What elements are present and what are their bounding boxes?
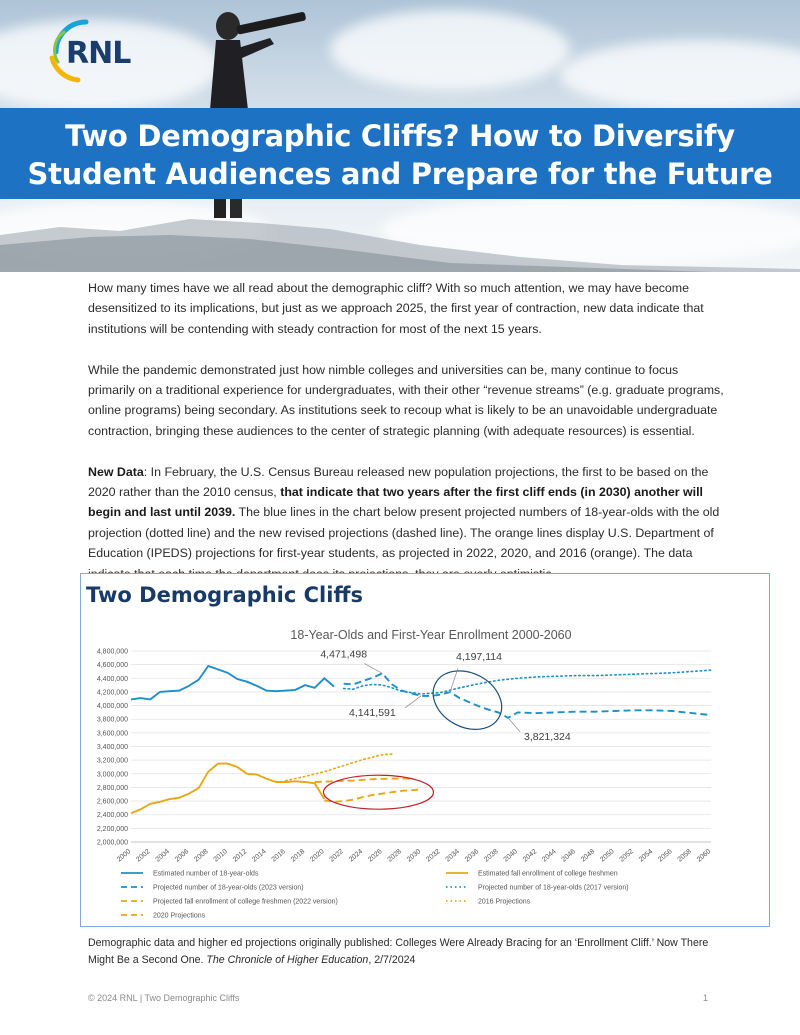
y-tick-label: 3,600,000 (96, 730, 128, 738)
line-chart (81, 574, 771, 928)
x-tick-label: 2012 (231, 848, 249, 864)
x-tick-label: 2036 (463, 848, 481, 864)
highlight-circle-blue (423, 659, 512, 740)
x-tick-label: 2004 (154, 848, 171, 864)
legend-label: Projected fall enrollment of college freshmen (2022 version) (153, 898, 338, 906)
x-tick-label: 2008 (193, 848, 210, 864)
source-caption (88, 935, 728, 969)
y-tick-label: 4,800,000 (96, 648, 128, 656)
annotation-label: 4,197,114 (456, 651, 502, 664)
new-data-label: New Data (88, 464, 144, 479)
hero-image (0, 0, 800, 272)
x-tick-label: 2046 (560, 848, 577, 864)
legend-label: Projected number of 18-year-olds (2023 version) (153, 884, 304, 892)
panel-heading: Two Demographic Cliffs (86, 583, 363, 607)
x-tick-label: 2048 (579, 848, 597, 864)
title-line-1: Two Demographic Cliffs? How to Diversify (65, 119, 735, 153)
x-tick-label: 2018 (289, 848, 307, 864)
paragraph-3-bold: that indicate that two years after the first cliff ends (in 2030) another will begin and last until 2039. (88, 485, 703, 520)
x-tick-label: 2028 (386, 848, 403, 864)
y-tick-label: 3,800,000 (96, 716, 128, 724)
legend-label: 2020 Projections (153, 912, 206, 920)
x-tick-label: 2006 (173, 848, 191, 864)
y-tick-label: 4,600,000 (96, 662, 128, 670)
annotation-leader (405, 696, 421, 708)
paragraph-3 (88, 462, 728, 584)
x-tick-label: 2020 (309, 848, 326, 864)
x-tick-label: 2010 (212, 848, 229, 864)
series-line (286, 754, 392, 781)
series-line (131, 666, 334, 699)
page-title (0, 117, 800, 193)
x-tick-label: 2022 (328, 848, 345, 864)
annotation-label: 3,821,324 (524, 730, 571, 743)
x-tick-label: 2052 (618, 848, 635, 864)
caption-text-b: , 2/7/2024 (368, 954, 416, 966)
annotation-label: 4,471,498 (320, 648, 368, 661)
rock-ledge (0, 205, 800, 272)
x-tick-label: 2030 (405, 848, 423, 864)
x-tick-label: 2060 (695, 848, 713, 864)
series-line (344, 673, 711, 717)
x-tick-label: 2040 (502, 848, 519, 864)
y-tick-label: 2,600,000 (96, 798, 128, 806)
y-tick-label: 2,200,000 (96, 825, 128, 833)
x-tick-label: 2044 (541, 848, 558, 864)
y-tick-label: 2,000,000 (96, 839, 128, 847)
x-tick-label: 2054 (637, 848, 655, 864)
y-tick-label: 3,000,000 (96, 771, 128, 779)
paragraph-3-text-b: The blue lines in the chart below present projected numbers of 18-year-olds with the old projection (dotted line) and the new revised projections (dashed line). The orange lines display U.S. Department of Education (IPEDS) projections for first-year students, as projected in 2022, 2020, and 2016 (orange). The data (88, 505, 720, 561)
legend-label: Estimated fall enrollment of college freshmen (478, 870, 618, 878)
chart-panel (80, 573, 770, 927)
x-tick-label: 2032 (425, 848, 442, 864)
series-line (324, 790, 421, 802)
y-tick-label: 3,400,000 (96, 744, 128, 751)
series-line (344, 670, 711, 694)
footer-copyright: © 2024 RNL | Two Demographic Cliffs (88, 993, 240, 1003)
x-tick-label: 2016 (270, 848, 287, 864)
paragraph-3-text-a: : In February, the U.S. Census Bureau released new population projections, the first to be based on the 2020 rather than the 2010 census, (88, 464, 709, 500)
rnl-logo (38, 14, 148, 84)
title-banner (0, 108, 800, 199)
caption-publication: The Chronicle of Higher Education (206, 954, 369, 966)
x-tick-label: 2042 (521, 848, 539, 864)
x-tick-label: 2014 (251, 848, 268, 864)
paragraph-1: How many times have we all read about the demographic cliff? With so much attention, we may have become desensitized to its implications, but just as we approach 2025, the first year of contraction, new data indicate that institutions will be contending with steady contraction for most of the next 15 years. (88, 281, 704, 336)
logo-text: RNL (66, 36, 131, 71)
x-tick-label: 2000 (115, 848, 133, 864)
caption-text-a: Demographic data and higher ed projections originally published: Colleges Were Already Bracing for an ‘Enrollment Cliff.’ Now There Might Be a Second One. (88, 937, 709, 966)
annotation-leader (508, 718, 520, 732)
series-line (315, 779, 412, 782)
highlight-circle-red (323, 775, 433, 809)
legend-label: 2016 Projections (478, 898, 531, 906)
legend-label: Projected number of 18-year-olds (2017 version) (478, 884, 629, 892)
y-tick-label: 4,400,000 (96, 675, 128, 683)
chart-title: 18-Year-Olds and First-Year Enrollment 2000-2060 (290, 628, 572, 642)
y-tick-label: 2,800,000 (96, 784, 128, 792)
paragraph-2: While the pandemic demonstrated just how nimble colleges and universities can be, many continue to focus primarily on a traditional experience for undergraduates, with their other “revenue streams” (e.g. graduate programs, online programs) being secondary. As institutions seek to recoup what is likely to be an unavoidable undergraduate contraction, bringing these audiences to the center of strategic planning (with adequate resources) is essential. (88, 362, 724, 438)
annotation-label: 4,141,591 (349, 706, 396, 719)
x-tick-label: 2058 (676, 848, 693, 864)
x-tick-label: 2038 (483, 848, 500, 864)
title-line-2: Student Audiences and Prepare for the Future (27, 157, 773, 191)
x-tick-label: 2026 (367, 848, 384, 864)
y-tick-label: 3,200,000 (96, 757, 128, 765)
x-tick-label: 2056 (657, 848, 674, 864)
y-tick-label: 2,400,000 (96, 812, 128, 820)
x-tick-label: 2050 (599, 848, 616, 864)
y-tick-label: 4,000,000 (96, 703, 128, 711)
y-tick-label: 4,200,000 (96, 689, 128, 697)
page-number: 1 (703, 993, 709, 1003)
series-line (131, 764, 324, 814)
x-tick-label: 2024 (347, 848, 365, 864)
legend-label: Estimated number of 18-year-olds (153, 870, 259, 878)
article-body (88, 278, 728, 604)
x-tick-label: 2034 (444, 848, 461, 864)
x-tick-label: 2002 (135, 848, 152, 864)
